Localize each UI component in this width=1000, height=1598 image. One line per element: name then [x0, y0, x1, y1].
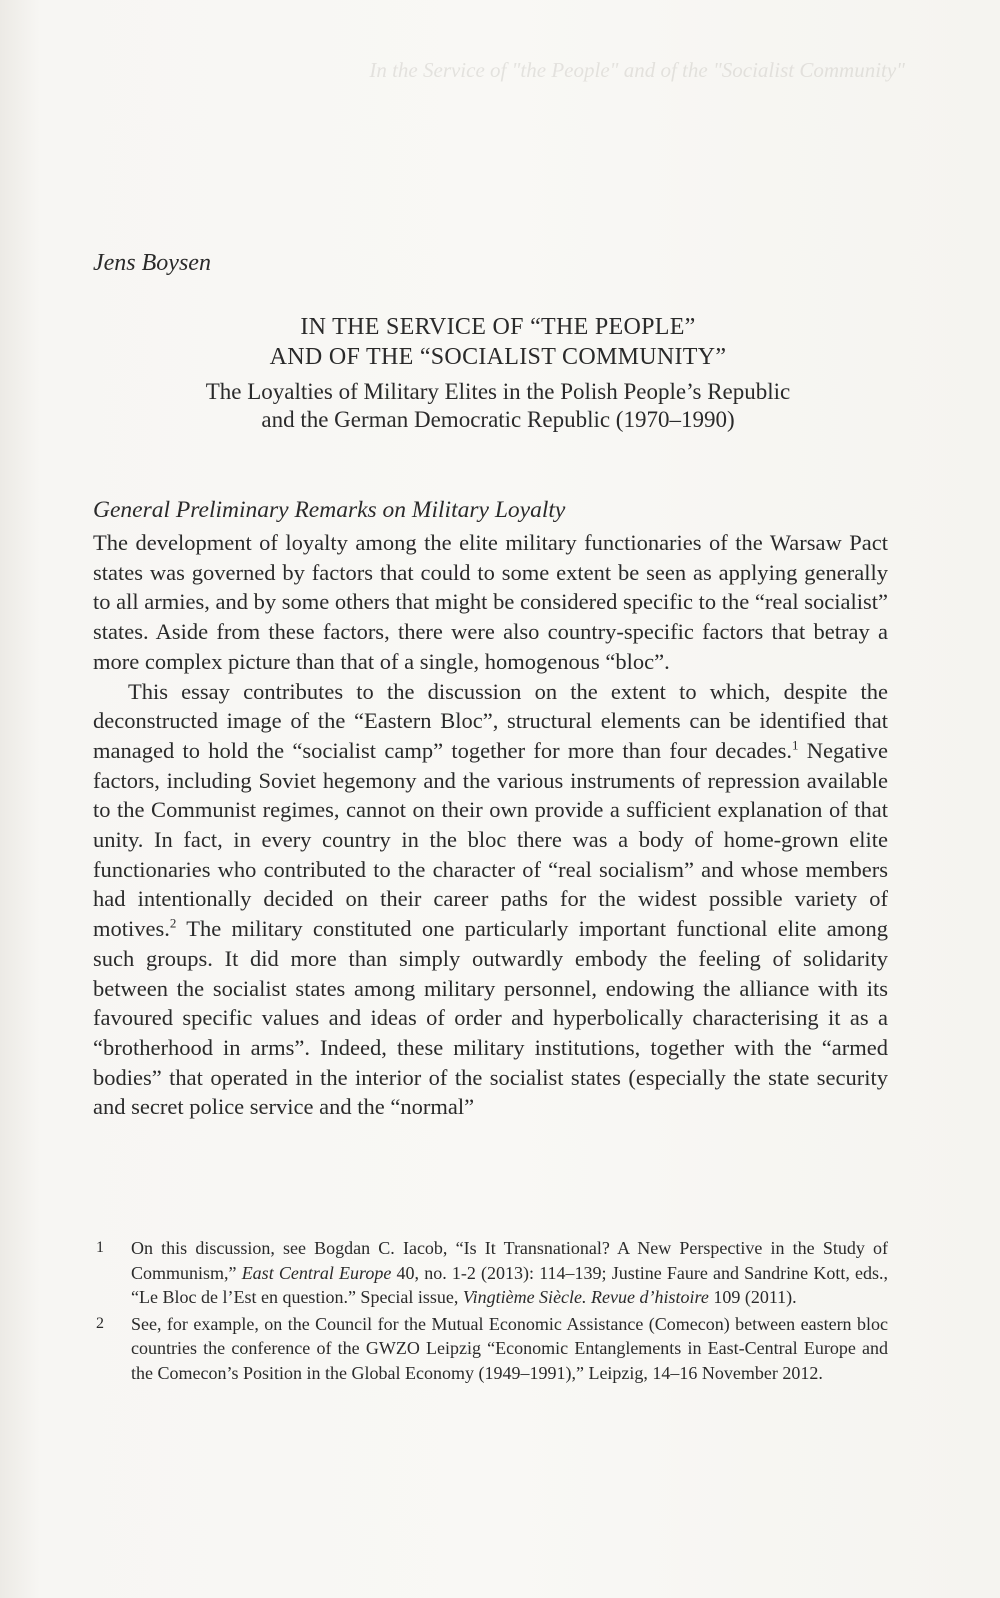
footnote-1-text-c: 109 (2011).	[708, 1287, 797, 1307]
footnote-1-text-a: On this discussion, see Bogdan C. Iacob, “Is It Transnational? A New Perspective in the Study of Communism,”	[131, 1238, 888, 1283]
section-heading: General Preliminary Remarks on Military Loyalty	[93, 497, 566, 523]
footnotes	[93, 1236, 888, 1387]
footnote-1	[93, 1236, 888, 1310]
paragraph-1: The development of loyalty among the elite military functionaries of the Warsaw Pact states was governed by factors that could to some extent be seen as applying generally to all armies, and by some others that might be considered specific to the “real socialist” states. Aside from these factors, there were also country-specific factors that betray a more complex picture than that of a single, homogenous “bloc”.	[93, 530, 888, 674]
chapter-subtitle-line-2: and the German Democratic Republic (1970–1990)	[261, 407, 735, 432]
chapter-subtitle	[93, 378, 903, 434]
chapter-subtitle-line-1: The Loyalties of Military Elites in the Polish People’s Republic	[205, 379, 791, 404]
footnote-ref-2[interactable]: 2	[169, 915, 177, 931]
footnote-1-text-b: 40, no. 1-2 (2013): 114–139; Justine Faure and Sandrine Kott, eds., “Le Bloc de l’Est en question.” Special issue,	[131, 1262, 888, 1307]
paragraph-2-part-2: Negative factors, including Soviet hegemony and the various instruments of repression available to the Communist regimes, cannot on their own provide a sufficient explanation of that unity. In fact, in every country in the bloc there was a body of home-grown elite functionaries who contributed to the character of “real socialism” and whose members had intentionally decided on their career paths for the widest possible variety of motives.	[93, 737, 888, 942]
footnote-1-journal: East Central Europe	[241, 1262, 392, 1283]
body-text	[93, 528, 888, 1122]
paragraph-2-part-3: The military constituted one particularly important functional elite among such groups. It did more than simply outwardly embody the feeling of solidarity between the socialist states among military personnel, endowing the alliance with its favoured specific values and ideas of order and hyperbolically characterising it as a “brotherhood in arms”. Indeed, these military institutions, together with the “armed bodies” that operated in the interior of the socialist states (especially the state security and secret police service and the “normal”	[93, 916, 888, 1120]
footnote-1-journal-2: Vingtième Siècle. Revue d’histoire	[462, 1287, 709, 1307]
chapter-title-line-2: AND OF THE “SOCIALIST COMMUNITY”	[269, 344, 727, 370]
chapter-title-line-1: IN THE SERVICE OF “THE PEOPLE”	[300, 314, 696, 340]
footnote-2-text: See, for example, on the Council for the Mutual Economic Assistance (Comecon) between eastern bloc countries the conference of the GWZO Leipzig “Economic Entanglements in East-Central Europe and the Comecon’s Position in the Global Economy (1949–1991),” Leipzig, 14–16 November 2012.	[131, 1313, 888, 1383]
footnote-2	[93, 1312, 888, 1386]
footnote-ref-1[interactable]: 1	[792, 737, 799, 753]
footnote-1-number: 1	[96, 1239, 104, 1256]
show-through-running-header: In the Service of "the People" and of the "Socialist Community"	[369, 58, 905, 82]
chapter-title	[93, 312, 903, 372]
paragraph-2-part-1: This essay contributes to the discussion on the extent to which, despite the deconstructed image of the “Eastern Bloc”, structural elements can be identified that managed to hold the “socialist camp” together for more than four decades.	[93, 678, 888, 763]
footnote-2-number: 2	[96, 1314, 104, 1332]
author-name: Jens Boysen	[93, 250, 211, 276]
paragraph-2	[93, 677, 888, 1123]
